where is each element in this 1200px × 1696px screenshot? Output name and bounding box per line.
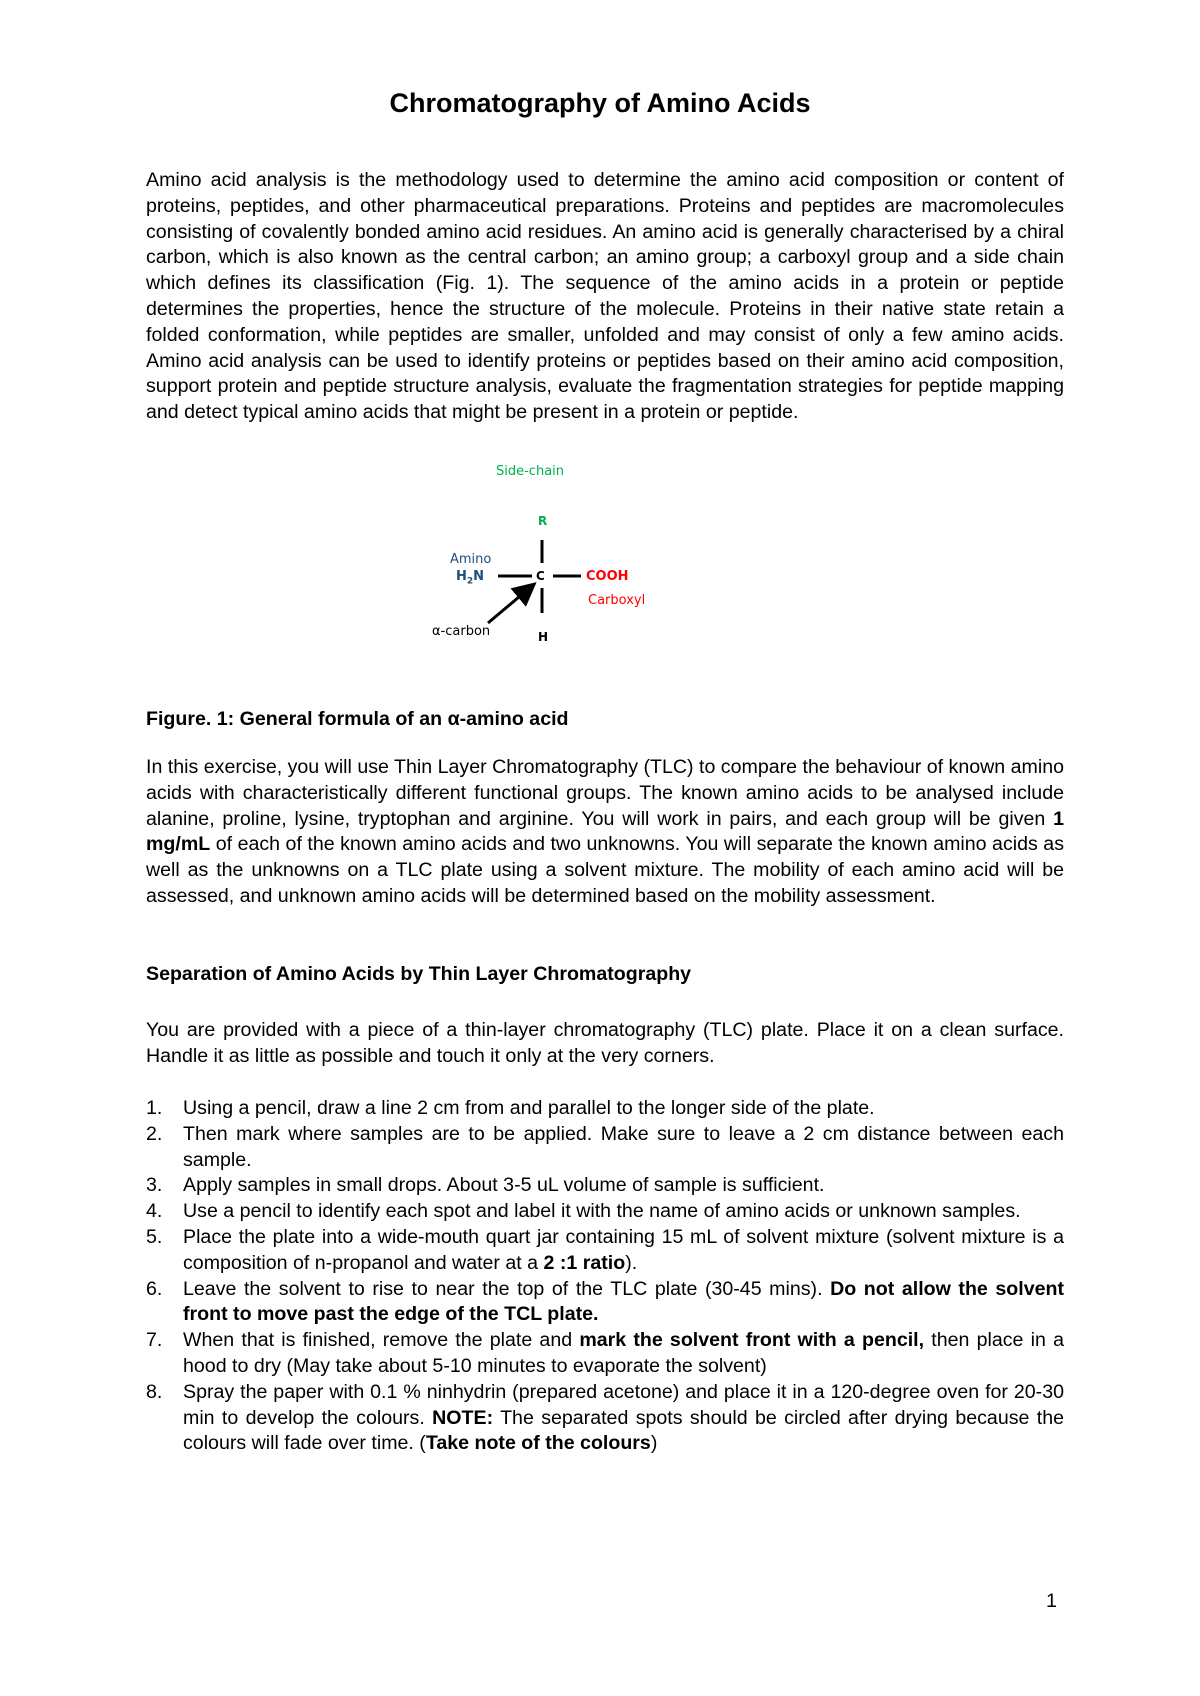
hydrogen-label: H: [538, 630, 549, 644]
figure-caption: Figure. 1: General formula of an α-amino acid: [146, 708, 569, 730]
list-item: 8. Spray the paper with 0.1 % ninhydrin (prepared acetone) and place it in a 120-degree oven for 20-30 min to develop the colours. NOTE: The separated spots should be circled after drying because the colours will fade over time. (Take note of the colours): [146, 1380, 1064, 1455]
amine-group: $H_2N$: [456, 569, 485, 587]
page-title: Chromatography of Amino Acids: [389, 88, 811, 118]
list-item: 3. Apply samples in small drops. About 3-5 uL volume of sample is sufficient.: [146, 1174, 825, 1197]
section-heading: Separation of Amino Acids by Thin Layer Chromatography: [146, 963, 692, 985]
alpha-carbon-label: α-carbon: [432, 624, 491, 639]
carboxyl-label: Carboxyl: [588, 593, 646, 608]
list-item: 6. Leave the solvent to rise to near the top of the TLC plate (30-45 mins). Do not allow the solvent front to move past the edge of the TCL plate.: [146, 1277, 1065, 1326]
amino-label: Amino: [450, 552, 492, 567]
central-carbon-label: C: [536, 569, 545, 583]
page-number: 1: [1046, 1590, 1057, 1612]
list-item: 5. Place the plate into a wide-mouth quart jar containing 15 mL of solvent mixture (solvent mixture is a composition of n-propanol and water at a 2 :1 ratio).: [146, 1225, 1064, 1274]
side-chain-label: Side-chain: [496, 464, 565, 479]
amino-acid-structure-figure: [420, 464, 660, 653]
carboxyl-group: COOH: [586, 569, 629, 584]
list-item: 1. Using a pencil, draw a line 2 cm from and parallel to the longer side of the plate.: [146, 1097, 875, 1119]
intro-paragraph: Amino acid analysis is the methodology used to determine the amino acid composition or content of proteins, peptides, and other pharmaceutical preparations. Proteins and peptides are macromolecules consisting of covalently bonded amino acid residues. An amino acid is generally characterised by a chiral carbon, which is also known as the central carbon; an amino group; a carboxyl group and a side chain which defines its classification (Fig. 1). The sequence of the amino acids in a protein or peptide determines the properties, hence the structure of the molecule. Proteins in their native state retain a folded conformation, while peptides are smaller, unfolded and may consist of only a few amino acids. Amino acid analysis can be used to identify proteins or peptides based on their amino acid composition, support protein and peptide structure analysis, evaluate the fragmentation strategies for peptide mapping and detect typical amino acids that might be present in a protein or peptide.: [146, 169, 1064, 424]
list-item: 2. Then mark where samples are to be applied. Make sure to leave a 2 cm distance between each sample.: [146, 1122, 1064, 1171]
list-item: 4. Use a pencil to identify each spot and label it with the name of amino acids or unknown samples.: [146, 1200, 1021, 1223]
alpha-carbon-arrow: [488, 586, 532, 623]
exercise-paragraph: In this exercise, you will use Thin Layer Chromatography (TLC) to compare the behaviour of known amino acids with characteristically different functional groups. The known amino acids to be analysed include alanine, proline, lysine, tryptophan and arginine. You will work in pairs, and each group will be given 1 mg/mL of each of the known amino acids and two unknowns. You will separate the known amino acids as well as the unknowns on a TLC plate using a solvent mixture. The mobility of each amino acid will be assessed, and unknown amino acids will be determined based on the mobility assessment.: [146, 756, 1064, 907]
procedure-steps: [146, 1096, 1064, 1457]
section-intro: You are provided with a piece of a thin-layer chromatography (TLC) plate. Place it on a clean surface. Handle it as little as possible and touch it only at the very corners.: [146, 1019, 1064, 1067]
list-item: 7. When that is finished, remove the plate and mark the solvent front with a pencil, then place in a hood to dry (May take about 5-10 minutes to evaporate the solvent): [146, 1329, 1064, 1377]
r-group-label: R: [538, 514, 548, 528]
